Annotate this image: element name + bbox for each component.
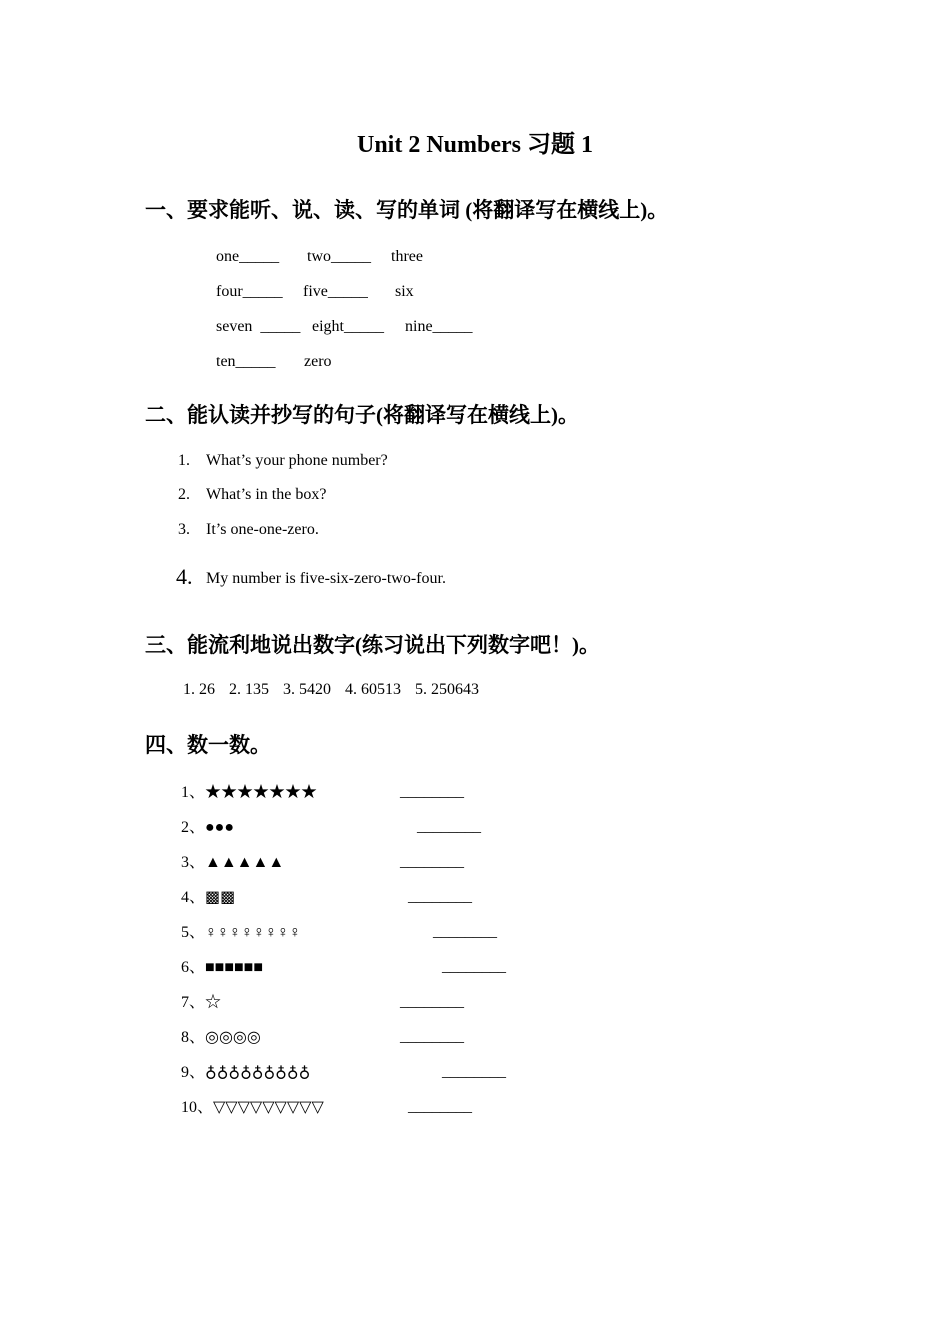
count-item-label: 6、■■■■■■ [181, 959, 263, 976]
answer-blank[interactable]: ________ [442, 1063, 506, 1080]
vocab-seven: seven _____ [216, 318, 301, 335]
answer-blank[interactable]: ________ [417, 818, 481, 835]
count-item-label: 10、▽▽▽▽▽▽▽▽▽ [181, 1099, 324, 1116]
count-item-label: 1、★★★★★★★ [181, 784, 318, 801]
count-item-label: 3、▲▲▲▲▲ [181, 854, 285, 871]
answer-blank[interactable]: ________ [408, 888, 472, 905]
practice-number: 1. 26 [183, 681, 215, 698]
sentence-text: It’s one-one-zero. [206, 521, 319, 538]
vocab-three: three [391, 248, 423, 265]
sentence-number: 1. [178, 452, 190, 469]
sentence-number: 4. [176, 564, 193, 589]
practice-numbers [183, 681, 493, 699]
count-item-label: 4、▩▩ [181, 889, 236, 906]
count-item-label: 8、◎◎◎◎ [181, 1029, 261, 1046]
vocab-six: six [395, 283, 414, 300]
vocab-ten: ten_____ [216, 353, 276, 370]
vocab-four: four_____ [216, 283, 283, 300]
practice-number: 2. 135 [229, 681, 269, 698]
practice-number: 4. 60513 [345, 681, 401, 698]
count-item-label: 5、♀♀♀♀♀♀♀♀ [181, 924, 302, 941]
sentence-number: 3. [178, 521, 190, 538]
count-item-label: 9、♁♁♁♁♁♁♁♁♁ [181, 1064, 311, 1081]
answer-blank[interactable]: ________ [433, 923, 497, 940]
section2-heading: 二、能认读并抄写的句子(将翻译写在横线上)。 [145, 403, 579, 427]
vocab-two: two_____ [307, 248, 371, 265]
section3-heading: 三、能流利地说出数字(练习说出下列数字吧！)。 [145, 633, 600, 657]
vocab-zero: zero [304, 353, 332, 370]
count-item-label: 2、●●● [181, 819, 234, 836]
vocab-eight: eight_____ [312, 318, 384, 335]
sentence-text: What’s in the box? [206, 486, 327, 503]
answer-blank[interactable]: ________ [400, 853, 464, 870]
practice-number: 3. 5420 [283, 681, 331, 698]
answer-blank[interactable]: ________ [442, 958, 506, 975]
vocab-nine: nine_____ [405, 318, 473, 335]
sentence-text: My number is five-six-zero-two-four. [206, 570, 446, 587]
answer-blank[interactable]: ________ [400, 783, 464, 800]
answer-blank[interactable]: ________ [400, 1028, 464, 1045]
section1-heading: 一、要求能听、说、读、写的单词 (将翻译写在横线上)。 [145, 198, 669, 222]
count-item-label: 7、☆ [181, 994, 222, 1011]
vocab-five: five_____ [303, 283, 368, 300]
practice-number: 5. 250643 [415, 681, 479, 698]
page-title: Unit 2 Numbers 习题 1 [356, 132, 593, 158]
sentence-number: 2. [178, 486, 190, 503]
answer-blank[interactable]: ________ [408, 1098, 472, 1115]
section4-heading: 四、数一数。 [145, 733, 271, 757]
sentence-text: What’s your phone number? [206, 452, 388, 469]
answer-blank[interactable]: ________ [400, 993, 464, 1010]
vocab-one: one_____ [216, 248, 280, 265]
